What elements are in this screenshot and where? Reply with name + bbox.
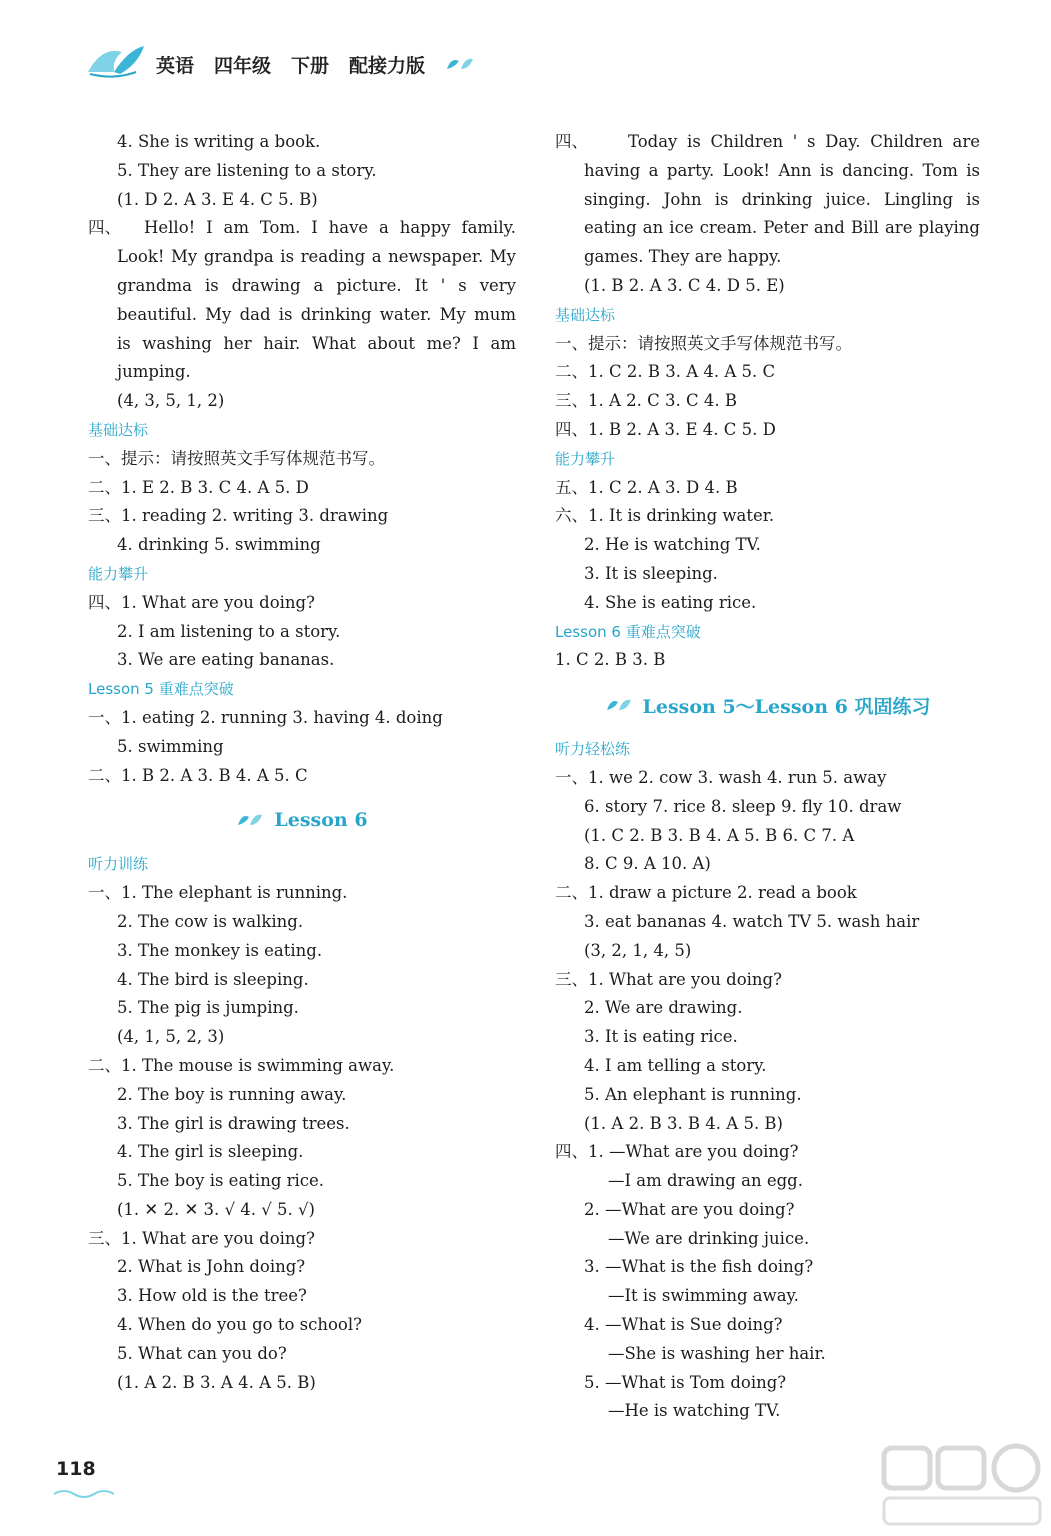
right-column [555, 128, 980, 1426]
section-heading: Lesson 5 重难点突破 [88, 680, 234, 699]
lesson-title [88, 790, 516, 850]
leaf-icon [605, 696, 633, 714]
passage-line: games. They are happy. [584, 247, 782, 267]
answer-line: 四、1. B 2. A 3. E 4. C 5. D [555, 419, 776, 439]
dialogue-line: 2. —What are you doing? [584, 1199, 795, 1219]
dialogue-line: —She is washing her hair. [608, 1343, 826, 1363]
answer-key: (1. ✕ 2. ✕ 3. √ 4. √ 5. √) [117, 1199, 315, 1219]
answer-line: 2. The boy is running away. [117, 1084, 347, 1104]
answer-key: 8. C 9. A 10. A) [584, 854, 711, 874]
section-mark: 四、 [88, 218, 121, 238]
answer-line: 2. We are drawing. [584, 998, 743, 1018]
dialogue-line: 5. —What is Tom doing? [584, 1372, 787, 1392]
review-title-text: Lesson 5～Lesson 6 巩固练习 [642, 695, 931, 718]
section-heading: 能力攀升 [555, 449, 616, 468]
section-heading: 基础达标 [88, 420, 149, 439]
answer-line: 三、1. A 2. C 3. C 4. B [555, 391, 737, 411]
header-subject: 英语 [156, 54, 195, 77]
answer-line: 4. She is eating rice. [584, 592, 757, 612]
answer-line: 三、1. What are you doing? [88, 1228, 315, 1248]
watermark-logo [876, 1440, 1046, 1530]
leaf-icon [445, 55, 475, 73]
answer-line: 5. An elephant is running. [584, 1084, 802, 1104]
answer-line: 4. I am telling a story. [584, 1055, 767, 1075]
answer-key: (4, 3, 5, 1, 2) [117, 391, 225, 411]
dialogue-line: 4. —What is Sue doing? [584, 1315, 783, 1335]
dialogue-line: —He is watching TV. [608, 1401, 781, 1421]
answer-line: 5. What can you do? [117, 1343, 287, 1363]
answer-line: 一、提示：请按照英文手写体规范书写。 [555, 333, 852, 353]
dialogue-line: 3. —What is the fish doing? [584, 1257, 814, 1277]
answer-line: 二、1. B 2. A 3. B 4. A 5. C [88, 765, 308, 785]
section-heading: Lesson 6 重难点突破 [555, 622, 701, 641]
section-heading: 基础达标 [555, 305, 616, 324]
section-mark: 四、 [555, 132, 588, 151]
answer-line: 3. eat bananas 4. watch TV 5. wash hair [584, 911, 920, 931]
answer-line: 一、1. eating 2. running 3. having 4. doing [88, 707, 443, 727]
dialogue-line: —I am drawing an egg. [608, 1171, 803, 1191]
dialogue-line: —We are drinking juice. [608, 1228, 810, 1248]
passage-line: jumping. [117, 362, 191, 382]
answer-line: 二、1. E 2. B 3. C 4. A 5. D [88, 477, 309, 497]
answer-line: 3. It is sleeping. [584, 563, 718, 583]
answer-line: 三、1. reading 2. writing 3. drawing [88, 506, 389, 526]
answer-line: 4. When do you go to school? [117, 1315, 362, 1335]
section-heading: 听力轻松练 [555, 740, 631, 759]
answer-line: 一、1. The elephant is running. [88, 883, 348, 903]
dialogue-line: —It is swimming away. [608, 1286, 799, 1306]
passage-line: 四、 Hello! I am Tom. I have a happy family. [88, 214, 516, 243]
answer-line: 5. They are listening to a story. [117, 160, 377, 180]
answer-line: 4. She is writing a book. [117, 132, 321, 151]
header-grade: 四年级 [214, 54, 272, 77]
answer-line: 二、1. C 2. B 3. A 4. A 5. C [555, 362, 776, 382]
review-title [555, 675, 980, 735]
answer-line: 三、1. What are you doing? [555, 969, 782, 989]
section-heading: 听力训练 [88, 855, 149, 874]
dialogue-line: 四、1. —What are you doing? [555, 1142, 799, 1162]
answer-line: 3. It is eating rice. [584, 1027, 738, 1047]
page-header [156, 40, 475, 88]
answer-key: (1. B 2. A 3. C 4. D 5. E) [584, 275, 785, 295]
answer-key: (4, 1, 5, 2, 3) [117, 1027, 225, 1047]
answer-key: (1. C 2. B 3. B 4. A 5. B 6. C 7. A [584, 825, 855, 845]
passage-line: having a party. Look! Ann is dancing. Tom is [584, 160, 980, 180]
answer-line: 六、1. It is drinking water. [555, 506, 775, 526]
answer-line: 二、1. The mouse is swimming away. [88, 1055, 395, 1075]
answer-line: 五、1. C 2. A 3. D 4. B [555, 477, 738, 497]
answer-line: 二、1. draw a picture 2. read a book [555, 883, 857, 903]
answer-line: 四、1. What are you doing? [88, 592, 315, 612]
answer-line: 一、提示：请按照英文手写体规范书写。 [88, 448, 385, 468]
bird-logo-icon [84, 42, 146, 80]
answer-line: 一、1. we 2. cow 3. wash 4. run 5. away [555, 767, 887, 787]
page-number-underline [52, 1488, 122, 1500]
answer-line: 3. The girl is drawing trees. [117, 1113, 350, 1133]
passage-line: singing. John is drinking juice. Lingling is [584, 189, 980, 209]
leaf-icon [236, 811, 264, 829]
answer-line: 6. story 7. rice 8. sleep 9. fly 10. draw [584, 796, 902, 816]
answer-line: 2. I am listening to a story. [117, 621, 341, 641]
passage-line: grandma is drawing a picture. It ' s very [117, 275, 516, 295]
answer-key: (3, 2, 1, 4, 5) [584, 940, 692, 960]
lesson-6-title: Lesson 6 [274, 809, 368, 832]
page-number: 118 [56, 1458, 96, 1480]
answer-line: 4. The girl is sleeping. [117, 1142, 304, 1162]
passage-line: beautiful. My dad is drinking water. My mum [117, 304, 516, 324]
answer-line: 4. drinking 5. swimming [117, 535, 321, 555]
passage-line: Look! My grandpa is reading a newspaper. My [117, 247, 516, 267]
answer-line: 3. The monkey is eating. [117, 940, 323, 960]
answer-key: (1. A 2. B 3. B 4. A 5. B) [584, 1113, 783, 1133]
answer-line: 5. swimming [117, 736, 224, 756]
answer-line: 3. How old is the tree? [117, 1286, 307, 1306]
section-heading: 能力攀升 [88, 564, 149, 583]
passage-line: is washing her hair. What about me? I am [117, 333, 516, 353]
answer-key: (1. D 2. A 3. E 4. C 5. B) [117, 189, 318, 209]
answer-line: 1. C 2. B 3. B [555, 650, 666, 670]
answer-line: 3. We are eating bananas. [117, 650, 335, 670]
passage-line: 四、 Today is Children ' s Day. Children are [555, 128, 980, 157]
answer-line: 2. The cow is walking. [117, 911, 304, 931]
answer-line: 2. What is John doing? [117, 1257, 306, 1277]
answer-line: 4. The bird is sleeping. [117, 969, 309, 989]
answer-line: 2. He is watching TV. [584, 535, 761, 555]
answer-line: 5. The pig is jumping. [117, 998, 299, 1018]
header-edition: 配接力版 [349, 54, 426, 77]
answer-line: 5. The boy is eating rice. [117, 1171, 325, 1191]
answer-key: (1. A 2. B 3. A 4. A 5. B) [117, 1372, 316, 1392]
left-column [88, 128, 516, 1397]
header-volume: 下册 [291, 54, 330, 77]
passage-line: eating an ice cream. Peter and Bill are playing [584, 218, 980, 238]
